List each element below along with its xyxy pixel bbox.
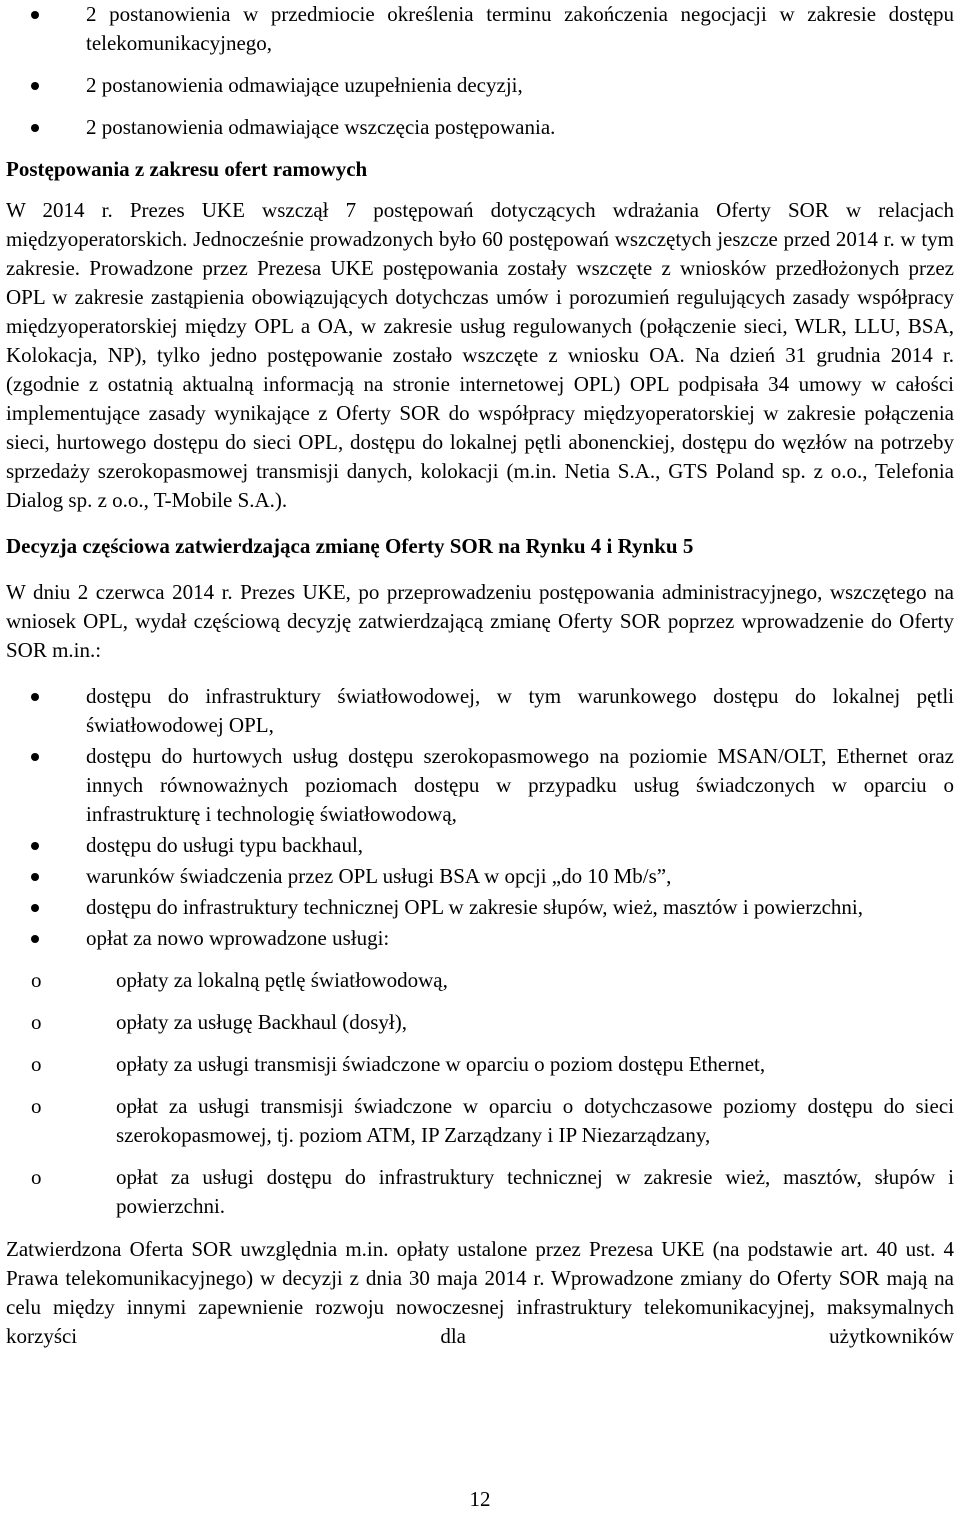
list-item: 2 postanowienia w przedmiocie określenia terminu zakończenia negocjacji w zakresie dostępu telekomunikacyjnego,	[6, 0, 954, 58]
document-page	[6, 0, 954, 1351]
list-item: opłat za nowo wprowadzone usługi:	[6, 924, 954, 953]
top-bullet-list	[6, 0, 954, 142]
list-item: o opłat za usługi dostępu do infrastruktury technicznej w zakresie wież, masztów, słupów i powierzchni.	[6, 1163, 954, 1221]
list-item: o opłaty za usługi transmisji świadczone w oparciu o poziom dostępu Ethernet,	[6, 1050, 954, 1079]
list-item: dostępu do infrastruktury światłowodowej, w tym warunkowego dostępu do lokalnej pętli światłowodowej OPL,	[6, 682, 954, 740]
section-heading: Postępowania z zakresu ofert ramowych	[6, 157, 368, 181]
list-item: o opłaty za usługę Backhaul (dosył),	[6, 1008, 954, 1037]
list-item: 2 postanowienia odmawiające wszczęcia postępowania.	[6, 113, 954, 142]
decision-bullet-list	[6, 682, 954, 953]
list-item: dostępu do hurtowych usług dostępu szerokopasmowego na poziomie MSAN/OLT, Ethernet oraz innych równoważnych poziomach dostępu w przypadku usług świadczonych w oparciu o infrastrukturę i technologię światłowodową,	[6, 742, 954, 829]
list-item: dostępu do usługi typu backhaul,	[6, 831, 954, 860]
list-item: o opłat za usługi transmisji świadczone w oparciu o dotychczasowe poziomy dostępu do sieci szerokopasmowej, tj. poziom ATM, IP Zarządzany i IP Niezarządzany,	[6, 1092, 954, 1150]
page-number: 12	[469, 1487, 491, 1511]
paragraph: W dniu 2 czerwca 2014 r. Prezes UKE, po przeprowadzeniu postępowania administracyjnego, wszczętego na wniosek OPL, wydał częściową decyzję zatwierdzającą zmianę Oferty SOR poprzez wprowadzenie do Oferty SOR m.in.:	[6, 580, 954, 662]
list-item: warunków świadczenia przez OPL usługi BSA w opcji „do 10 Mb/s”,	[6, 862, 954, 891]
list-item: 2 postanowienia odmawiające uzupełnienia decyzji,	[6, 71, 954, 100]
paragraph: W 2014 r. Prezes UKE wszczął 7 postępowań dotyczących wdrażania Oferty SOR w relacjach międzyoperatorskich. Jednocześnie prowadzonych było 60 postępowań wszczętych jeszcze przed 2014 r. w tym zakresie. Prowadzone przez Prezesa UKE postępowania zostały wszczęte z wniosków przedłożonych przez OPL w zakresie zastąpienia obowiązujących dotychczas umów i porozumień regulujących zasady współpracy międzyoperatorskiej między OPL a OA, w zakresie usług regulowanych (połączenie sieci, WLR, LLU, BSA, Kolokacja, NP), tylko jedno postępowanie zostało wszczęte z wniosku OA. Na dzień 31 grudnia 2014 r. (zgodnie z ostatnią aktualną informacją na stronie internetowej OPL) OPL podpisała 34 umowy w całości implementujące zasady wynikające z Oferty SOR do współpracy międzyoperatorskiej w zakresie połączenia sieci, hurtowego dostępu do sieci OPL, dostępu do lokalnej pętli abonenckiej, dostępu do węzłów na potrzeby sprzedaży szerokopasmowej transmisji danych, kolokacji (m.in. Netia S.A., GTS Poland sp. z o.o., Telefonia Dialog sp. z o.o., T-Mobile S.A.).	[6, 198, 954, 512]
fee-sub-list	[6, 966, 954, 1221]
section-heading: Decyzja częściowa zatwierdzająca zmianę Oferty SOR na Rynku 4 i Rynku 5	[6, 534, 694, 558]
paragraph: Zatwierdzona Oferta SOR uwzględnia m.in. opłaty ustalone przez Prezesa UKE (na podstawie art. 40 ust. 4 Prawa telekomunikacyjnego) w decyzji z dnia 30 maja 2014 r. Wprowadzone zmiany do Oferty SOR mają na celu między innymi zapewnienie rozwoju nowoczesnej infrastruktury telekomunikacyjnej, maksymalnych korzyści dla użytkowników	[6, 1237, 954, 1348]
list-item: dostępu do infrastruktury technicznej OPL w zakresie słupów, wież, masztów i powierzchni,	[6, 893, 954, 922]
list-item: o opłaty za lokalną pętlę światłowodową,	[6, 966, 954, 995]
